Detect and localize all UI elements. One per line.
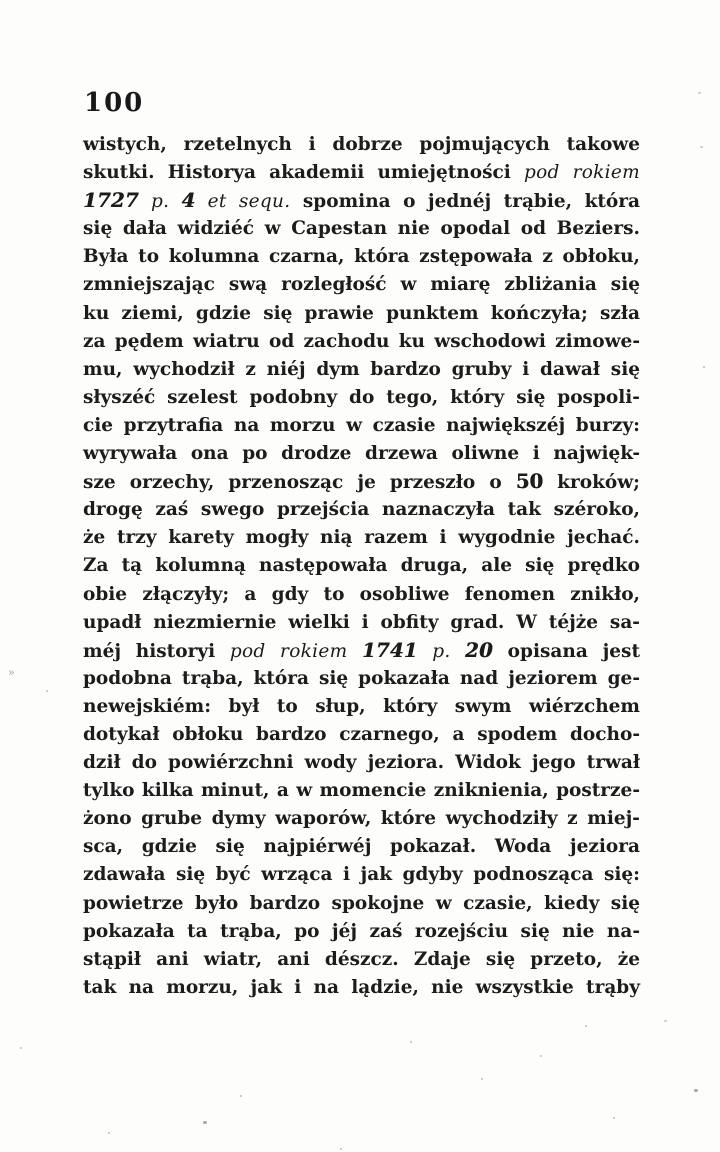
body-text-segment: sze orzechy, przenosząc je przeszło o <box>83 472 516 494</box>
text-line <box>83 215 640 243</box>
body-text-segment: stąpił ani wiatr, ani dészcz. Zdaje się przeto, że <box>83 948 640 970</box>
body-text-segment: spomina o jednéj trąbie, która <box>290 191 641 213</box>
scan-speck <box>240 1095 242 1097</box>
text-line <box>83 777 640 805</box>
text-line <box>83 721 640 749</box>
body-text-segment: że trzy karety mogły nią razem i wygodnie jechać. <box>83 527 640 549</box>
body-text-segment: podobna trąba, która się pokazała nad jeziorem ge- <box>83 667 640 689</box>
scan-speck <box>108 1132 110 1134</box>
text-line <box>83 356 640 384</box>
body-text-segment: ku ziemi, gdzie się prawie punktem kończyła; szła <box>83 302 640 324</box>
body-text-segment: wyrywała ona po drodze drzewa oliwne i najwięk- <box>83 443 640 465</box>
text-line <box>83 468 640 496</box>
body-text-segment: dotykał obłoku bardzo czarnego, a spodem docho- <box>83 723 640 745</box>
body-text-segment: sca, gdzie się najpiérwéj pokazał. Woda jeziora <box>83 836 640 858</box>
body-text-segment: Była to kolumna czarna, która zstępowała z obłoku, <box>83 246 640 268</box>
body-text-segment: powietrze było bardzo spokojne w czasie, kiedy się <box>83 892 640 914</box>
scan-speck <box>203 1121 207 1124</box>
citation-text: 20 <box>465 638 493 662</box>
body-text-segment: pokazała ta trąba, po jéj zaś rozejściu się nie na- <box>83 920 640 942</box>
scan-speck <box>703 366 705 368</box>
body-text-segment: 50 <box>515 470 544 494</box>
scan-speck <box>613 1117 615 1119</box>
body-text-segment: za pędem wiatru od zachodu ku wschodowi zimowe- <box>83 330 640 352</box>
text-line <box>83 187 640 215</box>
margin-smudge: » <box>8 666 15 679</box>
body-text-segment: opisana jest <box>492 640 641 662</box>
text-line <box>83 159 640 187</box>
text-line <box>83 833 640 861</box>
body-text-segment: mu, wychodził z niéj dym bardzo gruby i dawał się <box>83 358 640 380</box>
text-line <box>83 524 640 552</box>
text-line <box>83 637 640 665</box>
text-line <box>83 609 640 637</box>
text-line <box>83 581 640 609</box>
text-line <box>83 890 640 918</box>
text-line <box>83 440 640 468</box>
body-text-segment: zdawała się być wrząca i jak gdyby podnosząca się: <box>83 864 640 886</box>
body-text-segment: tylko kilka minut, a w momencie zniknienia, postrze- <box>83 780 640 802</box>
body-text-segment: żono grube dymy waporów, które wychodziły z miej- <box>83 808 640 830</box>
citation-text: p. <box>138 191 182 213</box>
scan-speck <box>698 92 701 94</box>
text-line <box>83 131 640 159</box>
body-text-segment: słyszéć szelest podobny do tego, który się pospoli- <box>83 386 640 408</box>
body-text-segment: zmniejszając swą rozległość w miarę zbliżania się <box>83 274 640 296</box>
body-text-segment: skutki. Historya akademii umiejętności <box>83 162 524 184</box>
citation-text: 1741 <box>361 638 418 662</box>
scan-speck <box>694 1089 698 1092</box>
scan-speck <box>410 1041 412 1043</box>
scan-speck <box>46 690 48 692</box>
citation-text: p. <box>417 640 466 662</box>
text-line <box>83 665 640 693</box>
text-line <box>83 946 640 974</box>
text-line <box>83 805 640 833</box>
citation-text: pod rokiem <box>523 162 640 184</box>
body-text-segment: wistych, rzetelnych i dobrze pojmujących takowe <box>83 134 640 155</box>
body-text-segment: się dała widziéć w Capestan nie opodal od Beziers. <box>83 218 640 240</box>
text-line <box>83 271 640 299</box>
citation-text: 4 <box>181 189 196 213</box>
body-text-segment: dził do powiérzchni wody jeziora. Widok jego trwał <box>83 752 640 774</box>
body-text-segment: tak na morzu, jak i na lądzie, nie wszystkie trąby <box>83 976 640 998</box>
text-line <box>83 243 640 271</box>
body-text <box>83 131 640 1002</box>
scan-speck <box>700 146 703 148</box>
body-text-segment: Za tą kolumną następowała druga, ale się prędko <box>83 555 640 577</box>
text-line <box>83 300 640 328</box>
body-text-segment: obie złączyły; a gdy to osobliwe fenomen znikło, <box>83 583 640 605</box>
body-text-segment: newejskiém: był to słup, który swym wiérzchem <box>83 695 640 717</box>
text-line <box>83 861 640 889</box>
text-line <box>83 693 640 721</box>
scan-speck <box>540 1055 542 1057</box>
citation-text: et sequ. <box>195 191 291 213</box>
scan-speck <box>20 1047 22 1049</box>
body-text-segment: cie przytrafia na morzu w czasie największéj burzy: <box>83 414 640 436</box>
citation-text: 1727 <box>83 189 139 213</box>
scan-speck <box>481 1078 483 1080</box>
text-line <box>83 384 640 412</box>
text-line <box>83 496 640 524</box>
body-text-segment: kroków; <box>543 472 640 494</box>
text-line <box>83 918 640 946</box>
text-line <box>83 412 640 440</box>
text-line <box>83 328 640 356</box>
page-number: 100 <box>84 88 145 118</box>
text-line <box>83 974 640 1002</box>
body-text-segment: upadł niezmiernie wielki i obfity grad. W téjże sa- <box>83 611 640 633</box>
text-line <box>83 749 640 777</box>
citation-text: pod rokiem <box>229 640 362 662</box>
body-text-segment: drogę zaś swego przejścia naznaczyła tak széroko, <box>83 499 640 521</box>
scan-speck <box>664 1020 667 1022</box>
scan-speck <box>340 1148 342 1150</box>
scan-speck <box>585 1025 587 1027</box>
text-line <box>83 552 640 580</box>
body-text-segment: méj historyi <box>83 640 230 662</box>
